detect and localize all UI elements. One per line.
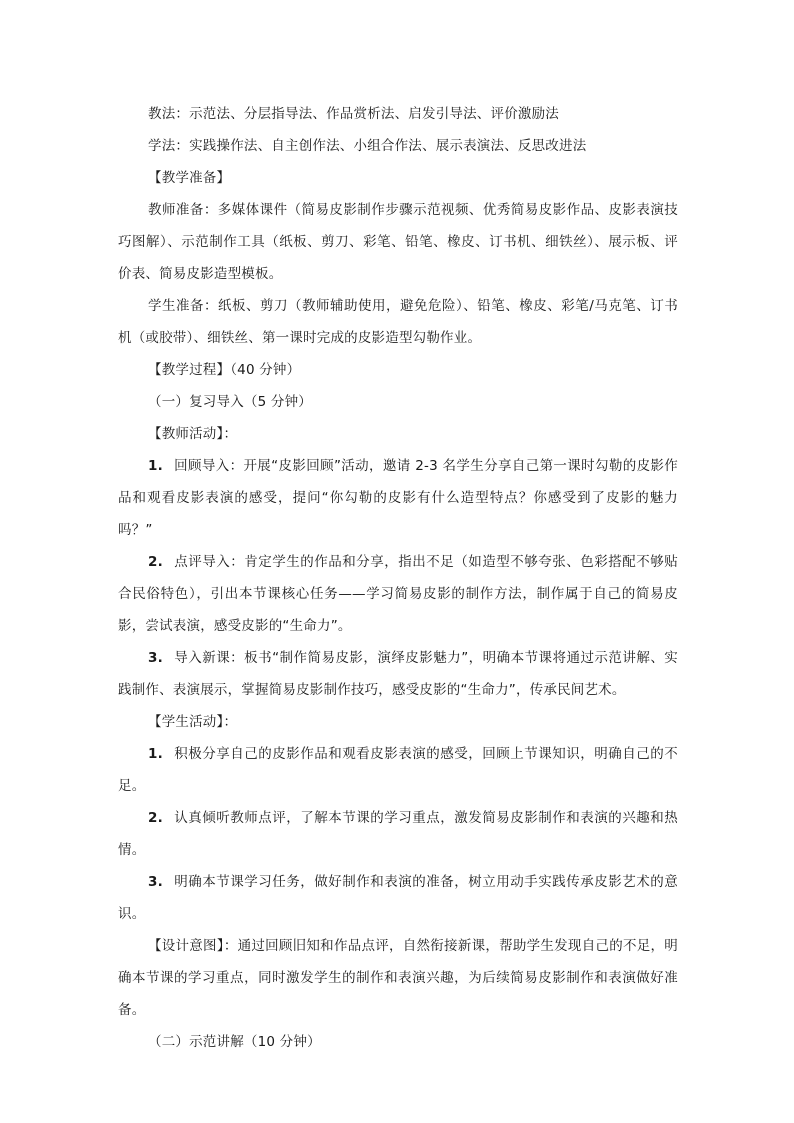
teaching-process-heading: 【教学过程】（40 分钟）	[148, 362, 301, 378]
item-number: 1.	[148, 458, 163, 474]
teacher-activity-item	[118, 642, 678, 706]
item-text: 认真倾听教师点评，了解本节课的学习重点，激发简易皮影制作和表演的兴趣和热情。	[118, 810, 678, 858]
item-text: 点评导入：肯定学生的作品和分享，指出不足（如造型不够夸张、色彩搭配不够贴合民俗特色），引出本节课核心任务——学习简易皮影的制作方法，制作属于自己的简易皮影，尝试表演，感受皮影的“生命力”。	[118, 554, 678, 634]
teaching-preparation-heading: 【教学准备】	[148, 170, 231, 186]
teacher-activity-heading: 【教师活动】：	[148, 426, 238, 442]
item-number: 3.	[148, 874, 163, 890]
student-activity-heading: 【学生活动】：	[148, 714, 238, 730]
item-number: 2.	[148, 810, 163, 826]
section-review-intro-heading: （一）复习导入（5 分钟）	[148, 394, 312, 410]
design-intent: 【设计意图】：通过回顾旧知和作品点评，自然衔接新课，帮助学生发现自己的不足，明确本节课的学习重点，同时激发学生的制作和表演兴趣，为后续简易皮影制作和表演做好准备。	[118, 938, 678, 1018]
item-number: 1.	[148, 746, 163, 762]
document-body	[118, 98, 678, 1058]
item-number: 2.	[148, 554, 163, 570]
item-number: 3.	[148, 650, 163, 666]
section-demonstration-heading: （二）示范讲解（10 分钟）	[148, 1034, 321, 1050]
teaching-methods: 教法：示范法、分层指导法、作品赏析法、启发引导法、评价激励法	[148, 106, 559, 122]
learning-methods: 学法：实践操作法、自主创作法、小组合作法、展示表演法、反思改进法	[148, 138, 587, 154]
item-text: 导入新课：板书“制作简易皮影，演绎皮影魅力”，明确本节课将通过示范讲解、实践制作、表演展示，掌握简易皮影制作技巧，感受皮影的“生命力”，传承民间艺术。	[118, 650, 678, 698]
student-activity-item	[118, 866, 678, 930]
student-preparation: 学生准备：纸板、剪刀（教师辅助使用，避免危险）、铅笔、橡皮、彩笔/马克笔、订书机（或胶带）、细铁丝、第一课时完成的皮影造型勾勒作业。	[118, 298, 678, 346]
item-text: 积极分享自己的皮影作品和观看皮影表演的感受，回顾上节课知识，明确自己的不足。	[118, 746, 678, 794]
item-text: 明确本节课学习任务，做好制作和表演的准备，树立用动手实践传承皮影艺术的意识。	[118, 874, 678, 922]
student-activity-item	[118, 802, 678, 866]
student-activity-item	[118, 738, 678, 802]
teacher-activity-item	[118, 450, 678, 546]
teacher-activity-item	[118, 546, 678, 642]
teacher-preparation: 教师准备：多媒体课件（简易皮影制作步骤示范视频、优秀简易皮影作品、皮影表演技巧图解）、示范制作工具（纸板、剪刀、彩笔、铅笔、橡皮、订书机、细铁丝）、展示板、评价表、简易皮影造型模板。	[118, 202, 678, 282]
item-text: 回顾导入：开展“皮影回顾”活动，邀请 2-3 名学生分享自己第一课时勾勒的皮影作品和观看皮影表演的感受，提问“你勾勒的皮影有什么造型特点？你感受到了皮影的魅力吗？”	[118, 458, 678, 538]
